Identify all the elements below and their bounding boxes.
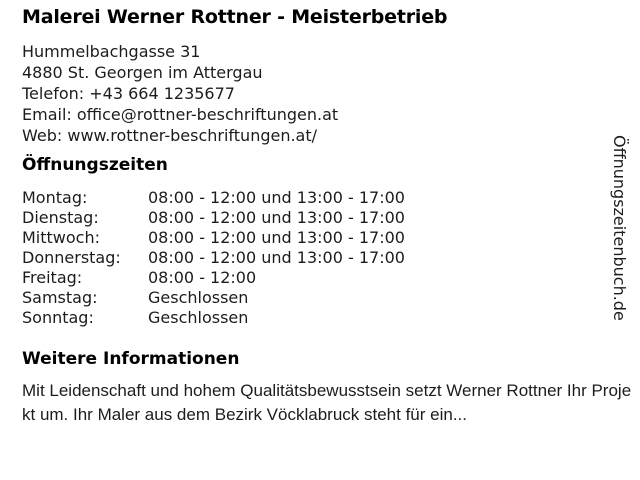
web-line xyxy=(22,125,640,146)
opening-hours-table xyxy=(22,188,640,328)
day-label: Dienstag: xyxy=(22,208,99,227)
phone-line xyxy=(22,83,640,104)
contact-block xyxy=(22,41,640,146)
day-hours: 08:00 - 12:00 xyxy=(148,268,257,287)
business-description: Mit Leidenschaft und hohem Qualitätsbewusstsein setzt Werner Rottner Ihr Projekt um. Ihr Maler aus dem Bezirk Vöcklabruck steht für ein... xyxy=(22,381,632,424)
hours-row-thursday xyxy=(22,248,640,268)
day-hours: 08:00 - 12:00 und 13:00 - 17:00 xyxy=(148,228,405,247)
hours-row-saturday xyxy=(22,288,640,308)
hours-row-wednesday xyxy=(22,228,640,248)
phone-label: Telefon: xyxy=(22,84,85,103)
day-label: Sonntag: xyxy=(22,308,94,327)
day-hours: 08:00 - 12:00 und 13:00 - 17:00 xyxy=(148,208,405,227)
day-label: Mittwoch: xyxy=(22,228,100,247)
opening-hours-heading: Öffnungszeiten xyxy=(22,155,168,175)
day-hours: Geschlossen xyxy=(148,288,249,307)
web-value: www.rottner-beschriftungen.at/ xyxy=(67,126,318,145)
day-label: Samstag: xyxy=(22,288,98,307)
web-label: Web: xyxy=(22,126,63,145)
more-info-heading: Weitere Informationen xyxy=(22,349,240,369)
day-label: Montag: xyxy=(22,188,88,207)
address-city: 4880 St. Georgen im Attergau xyxy=(22,63,263,82)
day-label: Donnerstag: xyxy=(22,248,121,267)
site-branding-vertical: Öffnungszeitenbuch.de xyxy=(610,135,629,321)
address-street: Hummelbachgasse 31 xyxy=(22,42,201,61)
phone-value: +43 664 1235677 xyxy=(89,84,235,103)
day-hours: 08:00 - 12:00 und 13:00 - 17:00 xyxy=(148,188,405,207)
email-value: office@rottner-beschriftungen.at xyxy=(76,105,339,124)
email-line xyxy=(22,104,640,125)
hours-row-friday xyxy=(22,268,640,288)
hours-row-monday xyxy=(22,188,640,208)
email-label: Email: xyxy=(22,105,72,124)
business-title: Malerei Werner Rottner - Meisterbetrieb xyxy=(22,6,448,28)
hours-row-sunday xyxy=(22,308,640,328)
day-hours: 08:00 - 12:00 und 13:00 - 17:00 xyxy=(148,248,405,267)
hours-row-tuesday xyxy=(22,208,640,228)
day-label: Freitag: xyxy=(22,268,83,287)
day-hours: Geschlossen xyxy=(148,308,249,327)
